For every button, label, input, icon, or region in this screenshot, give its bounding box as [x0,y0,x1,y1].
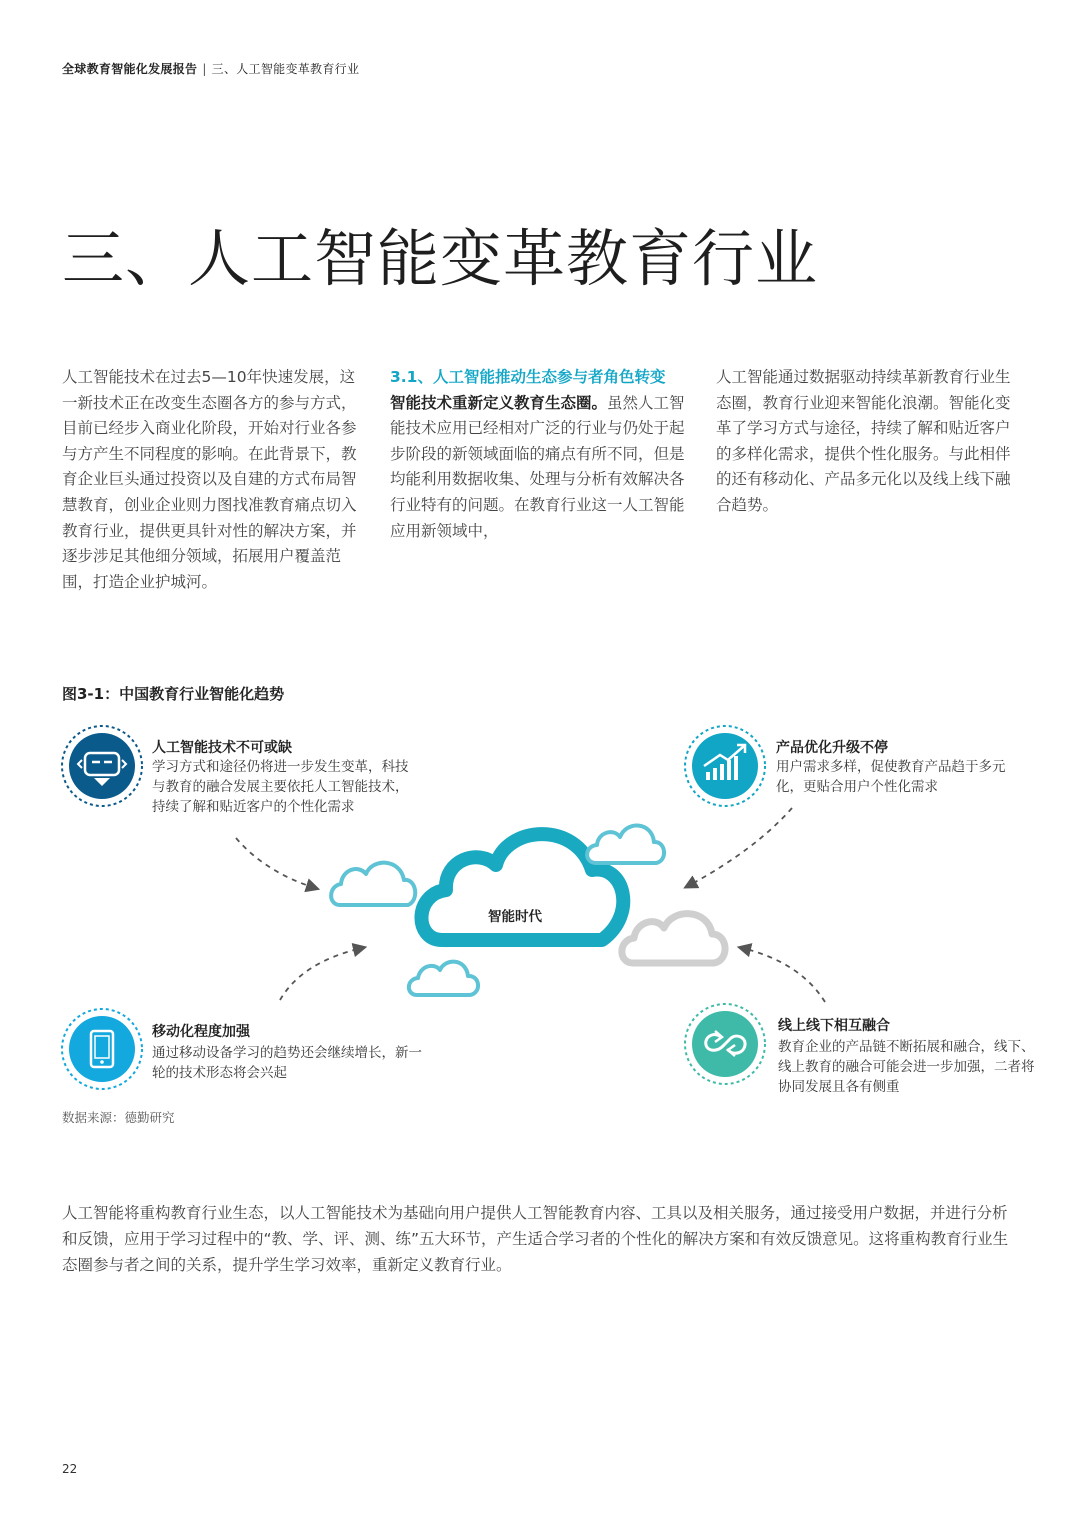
o2o-block-title: 线上线下相互融合 [778,1018,890,1034]
mobile-phone-icon [62,1009,142,1089]
column-3-body: 人工智能通过数据驱动持续革新教育行业生态圈，教育行业迎来智能化浪潮。智能化变革了学习方式与途径，持续了解和贴近客户的多样化需求，提供个性化服务。与此相伴的还有移动化、产品多元化以及线上线下融合趋势。 [716,368,1011,514]
intro-paragraph: 人工智能技术在过去5—10年快速发展，这一新技术正在改变生态圈各方的参与方式，目前已经步入商业化阶段，开始对行业各参与方产生不同程度的影响。在此背景下，教育企业巨头通过投资以及自建的方式布局智慧教育，创业企业则力图找准教育痛点切入教育行业，提供更具针对性的解决方案，并逐步涉足其他细分领域，拓展用户覆盖范围，打造企业护城河。 [62,368,357,591]
arrow-from-product [688,808,792,886]
small-cloud-left [331,863,415,905]
product-block-text: 用户需求多样，促使教育产品趋于多元化，更贴合用户个性化需求 [776,759,1006,795]
mobile-block-text: 通过移动设备学习的趋势还会继续增长，新一轮的技术形态将会兴起 [152,1045,422,1081]
o2o-block-text: 教育企业的产品链不断拓展和融合，线下、线上教育的融合可能会进一步加强，二者将协同发展且各有侧重 [778,1039,1035,1095]
intro-column-3 [716,365,1016,519]
report-title: 全球教育智能化发展报告 [62,62,198,76]
arrow-from-mobile [280,948,362,1000]
intro-column-2 [390,365,690,544]
growth-chart-icon [685,726,765,806]
intro-column-1 [62,365,362,595]
arrow-from-o2o [742,948,825,1002]
header-section: 三、人工智能变革教育行业 [211,62,360,76]
page-number: 22 [62,1462,78,1476]
running-header [62,60,359,77]
grey-cloud-right [622,914,725,963]
page-title: 三、人工智能变革教育行业 [62,222,819,295]
figure-title: 图3-1：中国教育行业智能化趋势 [62,685,285,703]
small-cloud-bottom [409,962,478,995]
small-cloud-top-right [587,826,664,863]
product-block-title: 产品优化升级不停 [776,740,888,756]
arrow-from-ai [236,838,315,888]
lead-sentence: 智能技术重新定义教育生态圈。 [390,393,608,412]
ai-block-title: 人工智能技术不可或缺 [152,740,292,756]
center-cloud-label: 智能时代 [488,909,542,925]
ai-block-text: 学习方式和途径仍将进一步发生变革，科技与教育的融合发展主要依托人工智能技术，持续了解和贴近客户的个性化需求 [152,759,409,815]
vr-headset-icon [62,726,142,806]
column-2-body: 虽然人工智能技术应用已经相对广泛的行业与仍处于起步阶段的新领域面临的痛点有所不同，但是均能利用数据收集、处理与分析有效解决各行业特有的问题。在教育行业这一人工智能应用新领域中， [390,393,685,540]
online-offline-loop-icon [685,1004,765,1084]
data-source: 数据来源：德勤研究 [62,1110,175,1125]
section-subheading: 3.1、人工智能推动生态参与者角色转变 [390,368,666,386]
bottom-paragraph: 人工智能将重构教育行业生态，以人工智能技术为基础向用户提供人工智能教育内容、工具以及相关服务，通过接受用户数据，并进行分析和反馈，应用于学习过程中的“教、学、评、测、练”五大环节，产生适合学习者的个性化的解决方案和有效反馈意见。这将重构教育行业生态圈参与者之间的关系，提升学生学习效率，重新定义教育行业。 [62,1204,1009,1274]
mobile-block-title: 移动化程度加强 [152,1024,250,1040]
header-separator: | [202,62,207,76]
